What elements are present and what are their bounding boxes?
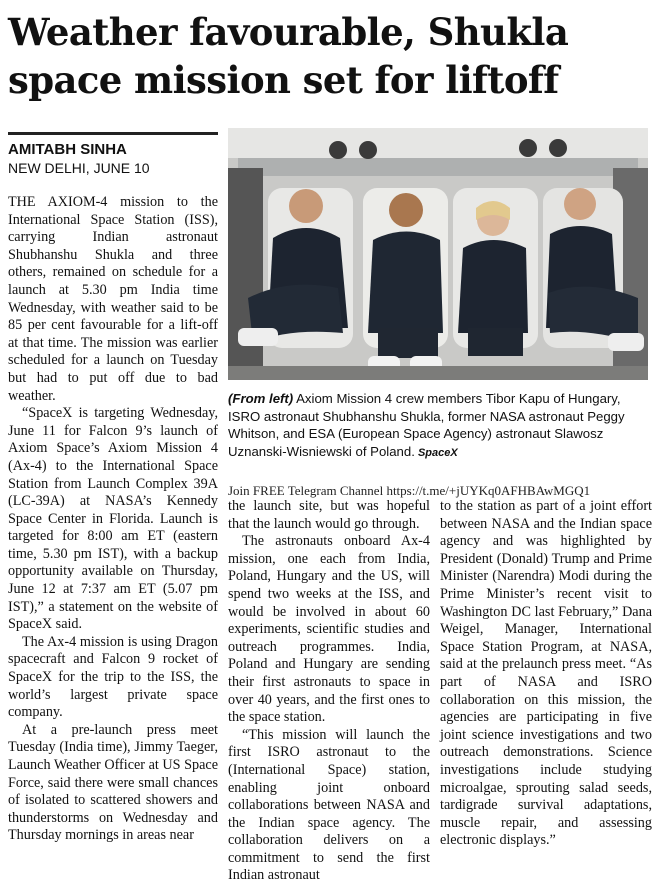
headline: Weather favourable, Shukla space mission set for liftoff — [8, 10, 569, 102]
paragraph: THE AXIOM-4 mission to the International Space Station (ISS), carrying Indian astronaut Shubhanshu Shukla and three others, remained on schedule for a launch at 5.30 pm India time Wednesday, with weather said to be 85 per cent favourable for a lift-off at that time. The mission was earlier scheduled for a launch on Tuesday but had to put off due to bad weather. — [8, 194, 218, 404]
photo-caption — [228, 390, 652, 462]
byline-rule — [8, 132, 218, 135]
paragraph: The Ax-4 mission is using Dragon spacecraft and Falcon 9 rocket of SpaceX for the trip to the ISS, the world’s largest private space company. — [8, 633, 218, 721]
crew-photo — [228, 128, 648, 380]
telegram-promo: Join FREE Telegram Channel https://t.me/+jUYKq0AFHBAwMGQ1 — [228, 483, 591, 498]
paragraph: The astronauts onboard Ax-4 mission, one each from India, Poland, Hungary and the US, will spend two weeks at the ISS, and would be involved in about 60 experiments, scientific studies and outreach programmes. India, Poland and Hungary are sending their first astronauts to space in over 40 years, and the first ones to the space station. — [228, 533, 430, 726]
caption-lead: (From left) — [228, 391, 294, 406]
byline — [8, 132, 218, 177]
article-column-2 — [228, 498, 430, 884]
paragraph: the launch site, but was hopeful that the launch would go through. — [228, 498, 430, 532]
paragraph: At a pre-launch press meet Tuesday (India time), Jimmy Taeger, Launch Weather Officer at US Space Force, said there were small chances of isolated to scattered showers and thunderstorms on Wednesday and Thursday mornings in areas near — [8, 721, 218, 844]
paragraph: “SpaceX is targeting Wednesday, June 11 for Falcon 9’s launch of Axiom Space’s Axiom Mission 4 (Ax-4) to the International Space Station from Launch Complex 39A (LC-39A) at NASA’s Kennedy Space Center in Florida. Launch is targeted for 8:00 am ET (eastern time, 5.30 pm IST), with a backup opportunity available on Thursday, June 12 at 7:37 am ET (5.07 pm IST),” a statement on the website of SpaceX said. — [8, 405, 218, 633]
caption-credit: SpaceX — [414, 446, 458, 459]
paragraph: to the station as part of a joint effort between NASA and the Indian space agency and was highlighted by President (Donald) Trump and Prime Minister (Narendra) Modi during the Prime Minister’s recent visit to Washington DC last February,” Dana Weigel, Manager, International Space Station Program, at NASA, said at the prelaunch press meet. “As part of NASA and ISRO collaboration on this mission, the agencies are participating in five joint science investigations and two outreach demonstrations. Science investigations include studying microalgae, sprouting salad seeds, tardigrade survival adaptations, muscle repair, and assessing electronic displays.” — [440, 498, 652, 849]
caption-text: Axiom Mission 4 crew members Tibor Kapu of Hungary, ISRO astronaut Shubhanshu Shukla, former NASA astronaut Peggy Whitson, and ESA (European Space Agency) astronaut Slawosz Uznanski-Wisniewski of Poland. — [228, 391, 625, 459]
article-column-3 — [440, 498, 652, 869]
article-column-1 — [8, 194, 218, 869]
paragraph: “This mission will launch the first ISRO astronaut to the (International Space) station, enabling joint onboard collaborations between NASA and the Indian space agency. The collaboration delivers on a commitment to send the first Indian astronaut — [228, 726, 430, 884]
dateline: NEW DELHI, JUNE 10 — [8, 160, 150, 176]
author-name: AMITABH SINHA — [8, 141, 127, 158]
